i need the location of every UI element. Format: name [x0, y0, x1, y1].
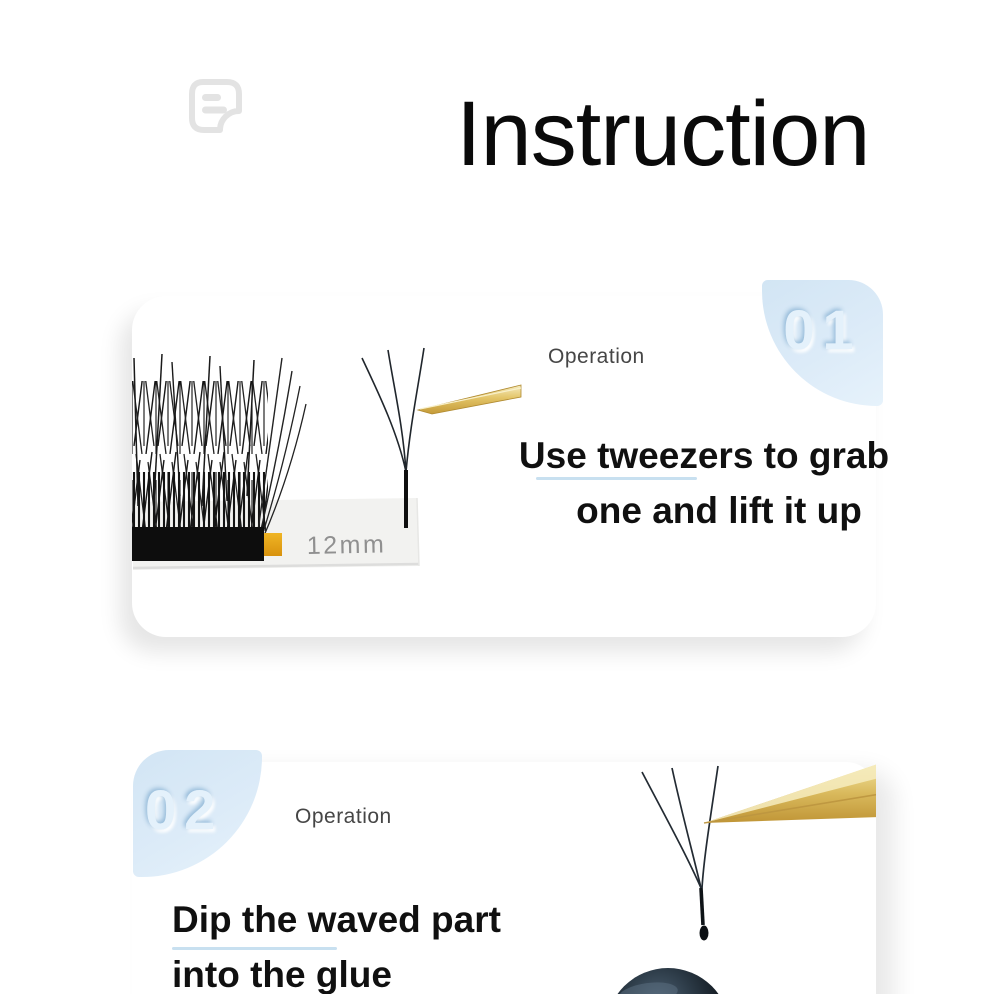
page-title: Instruction [456, 83, 870, 185]
tweezers [704, 764, 876, 823]
glue-drop [606, 968, 730, 994]
glue-droplet [700, 926, 709, 941]
step-1-number: 01 [783, 298, 862, 361]
note-icon [188, 78, 242, 138]
step-2-text-line1: Dip the waved part [172, 899, 501, 940]
lash-fan [642, 766, 718, 925]
tape-end-sticker [264, 533, 282, 556]
step-1-text-line2: one and lift it up [576, 490, 862, 531]
step-1-text-line1: Use tweezers to grab [518, 435, 890, 476]
step-2-accent-underline [172, 947, 337, 950]
step-1-operation-label: Operation [548, 345, 645, 368]
step-1-accent-underline [536, 477, 697, 480]
tape-size-label: 12mm [306, 530, 387, 560]
step-2-text-line2: into the glue [172, 954, 392, 994]
tweezers [418, 385, 521, 414]
step-2-number: 02 [145, 778, 224, 841]
step-2-operation-label: Operation [295, 805, 392, 828]
